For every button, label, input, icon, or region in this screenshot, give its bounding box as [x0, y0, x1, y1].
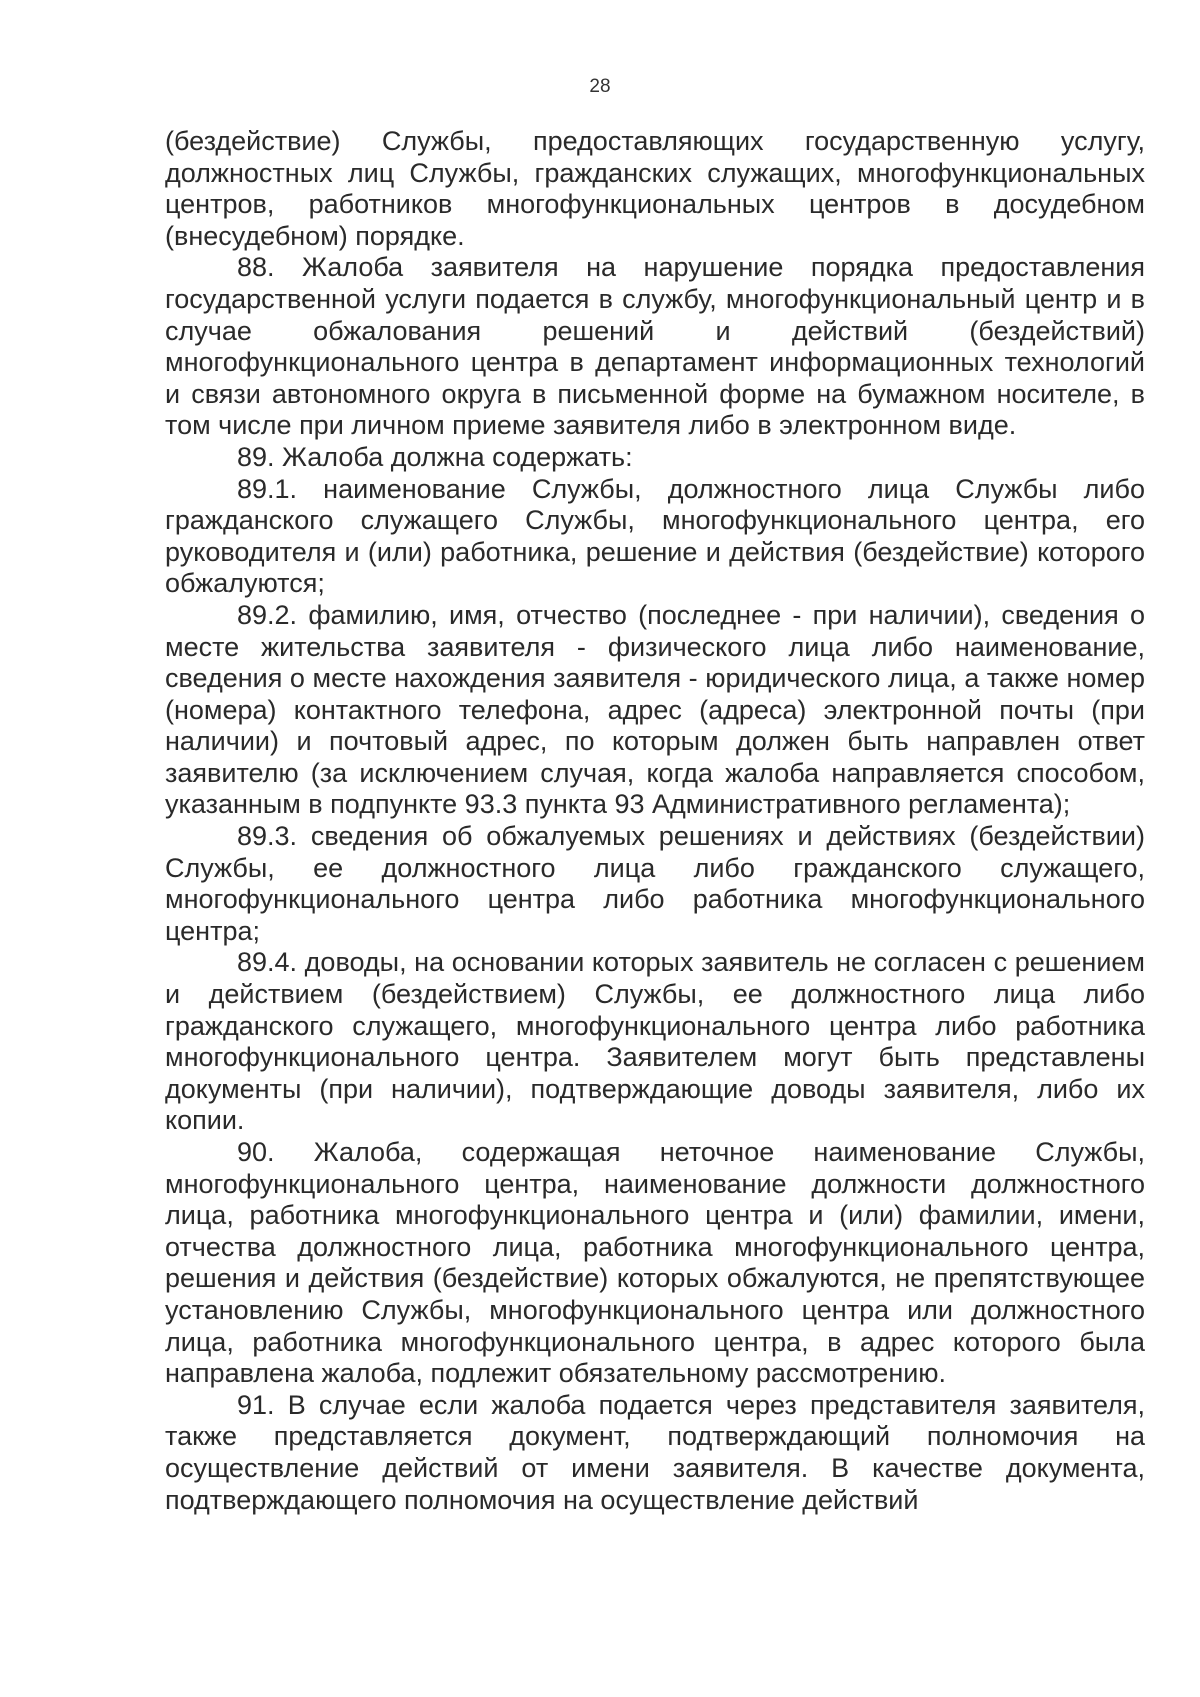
paragraph-89-1: 89.1. наименование Службы, должностного лица Службы либо гражданского служащего Службы, многофункционального центра, его руководителя и (или) работника, решение и действия (бездействие) которого обжалуются; — [165, 473, 1145, 599]
document-body — [165, 126, 1145, 1516]
paragraph-91: 91. В случае если жалоба подается через представителя заявителя, также представляется документ, подтверждающий полномочия на осуществление действий от имени заявителя. В качестве документа, подтверждающего полномочия на осуществление действий — [165, 1389, 1145, 1515]
paragraph-89-3: 89.3. сведения об обжалуемых решениях и действиях (бездействии) Службы, ее должностного лица либо гражданского служащего, многофункционального центра либо работника многофункционального центра; — [165, 821, 1145, 946]
paragraph-89: 89. Жалоба должна содержать: — [237, 441, 633, 472]
page-number: 28 — [589, 76, 611, 97]
paragraph-continuation: (бездействие) Службы, предоставляющих государственную услугу, должностных лиц Службы, гражданских служащих, многофункциональных центров, работников многофункциональных центров в досудебном (внесудебном) порядке. — [165, 126, 1145, 251]
paragraph-89-4: 89.4. доводы, на основании которых заявитель не согласен с решением и действием (бездействием) Службы, ее должностного лица либо гражданского служащего, многофункционального центра либо работника многофункционального центра. Заявителем могут быть представлены документы (при наличии), подтверждающие доводы заявителя, либо их копии. — [165, 947, 1145, 1136]
paragraph-90: 90. Жалоба, содержащая неточное наименование Службы, многофункционального центра, наименование должности должностного лица, работника многофункционального центра и (или) фамилии, имени, отчества должностного лица, работника многофункционального центра, решения и действия (бездействие) которых обжалуются, не препятствующее установлению Службы, многофункционального центра или должностного лица, работника многофункционального центра, в адрес которого была направлена жалоба, подлежит обязательному рассмотрению. — [165, 1137, 1145, 1389]
paragraph-88: 88. Жалоба заявителя на нарушение порядка предоставления государственной услуги подается в службу, многофункциональный центр и в случае обжалования решений и действий (бездействий) многофункционального центра в департамент информационных технологий и связи автономного округа в письменной форме на бумажном носителе, в том числе при личном приеме заявителя либо в электронном виде. — [165, 252, 1145, 441]
paragraph-89-2: 89.2. фамилию, имя, отчество (последнее - при наличии), сведения о месте жительства заявителя - физического лица либо наименование, сведения о месте нахождения заявителя - юридического лица, а также номер (номера) контактного телефона, адрес (адреса) электронной почты (при наличии) и почтовый адрес, по которым должен быть направлен ответ заявителю (за исключением случая, когда жалоба направляется способом, указанным в подпункте 93.3 пункта 93 Административного регламента); — [165, 599, 1145, 820]
